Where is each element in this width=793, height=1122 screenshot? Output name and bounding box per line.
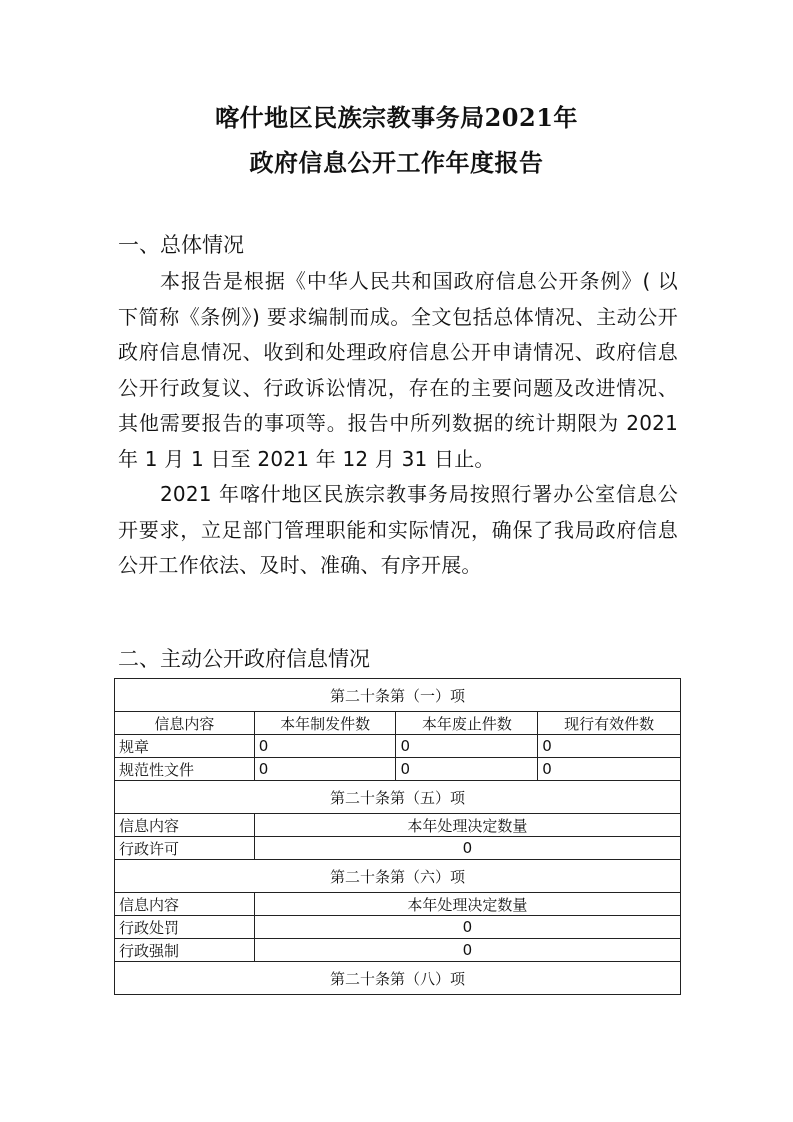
table-section-row bbox=[115, 860, 681, 893]
report-title-line1: 喀什地区民族宗教事务局2021年 bbox=[215, 103, 578, 132]
cell-value: 0 bbox=[254, 837, 680, 860]
cell-value: 0 bbox=[538, 735, 681, 758]
paragraph-2: 2021 年喀什地区民族宗教事务局按照行署办公室信息公开要求，立足部门管理职能和实际情况，确保了我局政府信息公开工作依法、及时、准确、有序开展。 bbox=[118, 482, 678, 577]
table-section-row bbox=[115, 781, 681, 814]
table-section-row bbox=[115, 679, 681, 712]
header-decision-count: 本年处理决定数量 bbox=[254, 893, 680, 916]
header-info-content: 信息内容 bbox=[115, 712, 255, 735]
cell-value: 0 bbox=[396, 735, 538, 758]
report-title-line2: 政府信息公开工作年度报告 bbox=[249, 148, 544, 177]
table-header-row bbox=[115, 712, 681, 735]
cell-value: 0 bbox=[396, 758, 538, 781]
article-20-8-title: 第二十条第（八）项 bbox=[115, 962, 681, 995]
section2-heading: 二、主动公开政府信息情况 bbox=[118, 647, 370, 671]
header-info-content: 信息内容 bbox=[115, 814, 255, 837]
paragraph-1: 本报告是根据《中华人民共和国政府信息公开条例》( 以下简称《条例》) 要求编制而成。全文包括总体情况、主动公开政府信息情况、收到和处理政府信息公开申请情况、政府信息公开行政复议、行政诉讼情况，存在的主要问题及改进情况、其他需要报告的事项等。报告中所列数据的统计期限为 2021 年 1 月 1 日至 2021 年 12 月 31 日止。 bbox=[118, 269, 678, 471]
article-20-6-title: 第二十条第（六）项 bbox=[115, 860, 681, 893]
proactive-disclosure-table bbox=[114, 678, 681, 995]
row-label: 规范性文件 bbox=[115, 758, 255, 781]
table-row bbox=[115, 939, 681, 962]
row-label: 行政处罚 bbox=[115, 916, 255, 939]
table-row bbox=[115, 735, 681, 758]
section1-heading: 一、总体情况 bbox=[118, 233, 244, 257]
header-info-content: 信息内容 bbox=[115, 893, 255, 916]
article-20-1-title: 第二十条第（一）项 bbox=[115, 679, 681, 712]
table-row bbox=[115, 837, 681, 860]
row-label: 规章 bbox=[115, 735, 255, 758]
table-section-row bbox=[115, 962, 681, 995]
cell-value: 0 bbox=[254, 758, 396, 781]
table-header-row bbox=[115, 814, 681, 837]
header-abolished-count: 本年废止件数 bbox=[396, 712, 538, 735]
header-valid-count: 现行有效件数 bbox=[538, 712, 681, 735]
section1-body bbox=[118, 264, 678, 584]
table-header-row bbox=[115, 893, 681, 916]
row-label: 行政许可 bbox=[115, 837, 255, 860]
cell-value: 0 bbox=[254, 916, 680, 939]
header-decision-count: 本年处理决定数量 bbox=[254, 814, 680, 837]
table-row bbox=[115, 916, 681, 939]
article-20-5-title: 第二十条第（五）项 bbox=[115, 781, 681, 814]
header-issued-count: 本年制发件数 bbox=[254, 712, 396, 735]
row-label: 行政强制 bbox=[115, 939, 255, 962]
cell-value: 0 bbox=[538, 758, 681, 781]
cell-value: 0 bbox=[254, 939, 680, 962]
cell-value: 0 bbox=[254, 735, 396, 758]
table-row bbox=[115, 758, 681, 781]
